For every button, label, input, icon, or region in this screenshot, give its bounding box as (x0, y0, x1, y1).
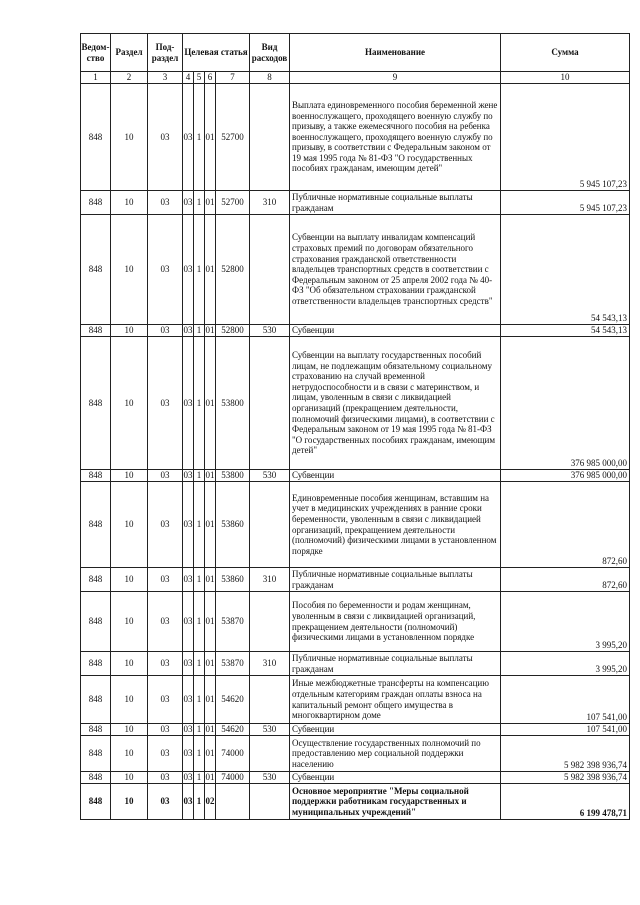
amount: 54 543,13 (501, 215, 630, 325)
subprogram-code: 1 (194, 482, 205, 568)
subsection-code: 03 (148, 215, 183, 325)
header-row (81, 34, 630, 72)
expense-name: Субвенции на выплату инвалидам компенсаций страховых премий по договорам обязательного страхования гражданской ответственности владельцев транспортных средств в соответствии с Федеральным законом от 25 апреля 2002 года № 40-ФЗ "Об обязательном страховании гражданской ответственности владельцев транспортных средств" (290, 215, 501, 325)
table-row (81, 784, 630, 820)
column-number: 5 (194, 72, 205, 84)
expense-name: Субвенции (290, 772, 501, 784)
expense-type-code: 310 (250, 652, 290, 676)
direction-code: 53870 (216, 652, 250, 676)
amount: 376 985 000,00 (501, 337, 630, 470)
subsection-code: 03 (148, 676, 183, 724)
amount: 872,60 (501, 482, 630, 568)
event-code: 01 (205, 470, 215, 480)
expense-type-code (250, 736, 290, 772)
program-code: 03 (183, 784, 194, 820)
subsection-code: 03 (148, 736, 183, 772)
column-number: 4 (183, 72, 194, 84)
direction-code: 74000 (216, 736, 250, 772)
expense-type-code: 530 (250, 724, 290, 736)
event-code: 01 (205, 724, 215, 734)
amount: 3 995,20 (501, 592, 630, 652)
department-code: 848 (81, 724, 111, 736)
subsection-code: 03 (148, 724, 183, 736)
expense-type-code (250, 84, 290, 191)
event-code: 01 (205, 772, 215, 782)
event-code: 01 (205, 337, 216, 470)
section-code: 10 (111, 772, 148, 784)
amount: 376 985 000,00 (501, 470, 630, 482)
table-row (81, 337, 630, 470)
column-number: 1 (81, 72, 111, 84)
direction-code: 52800 (216, 325, 250, 337)
subprogram-code: 1 (194, 592, 205, 652)
program-code: 03 (183, 191, 194, 215)
table-row (81, 470, 630, 482)
expense-name: Иные межбюджетные трансферты на компенсацию отдельным категориям граждан оплаты взноса на капитальный ремонт общего имущества в многоквартирном доме (290, 676, 501, 724)
header-target-article: Целевая статья (183, 34, 250, 72)
budget-table (80, 33, 630, 820)
subprogram-code: 1 (194, 676, 205, 724)
program-code: 03 (183, 482, 194, 568)
expense-type-code (250, 482, 290, 568)
subsection-code: 03 (148, 652, 183, 676)
department-code: 848 (81, 736, 111, 772)
subsection-code: 03 (148, 784, 183, 820)
amount: 3 995,20 (501, 652, 630, 676)
amount: 5 945 107,23 (501, 84, 630, 191)
subsection-code: 03 (148, 568, 183, 592)
event-code: 01 (205, 652, 216, 676)
subsection-code: 03 (148, 337, 183, 470)
subprogram-code: 1 (194, 337, 205, 470)
expense-name: Основное мероприятие "Меры социальной поддержки работникам государственных и муниципальных учреждений" (290, 784, 501, 820)
program-code: 03 (183, 736, 194, 772)
direction-code: 52700 (216, 191, 250, 215)
expense-name: Публичные нормативные социальные выплаты гражданам (290, 652, 501, 676)
table-row (81, 736, 630, 772)
header-subsection: Под-раздел (148, 34, 183, 72)
subprogram-code: 1 (194, 470, 205, 482)
department-code: 848 (81, 568, 111, 592)
expense-name: Единовременные пособия женщинам, вставшим на учет в медицинских учреждениях в ранние сроки беременности, уволенным в связи с ликвидацией организаций, прекращением деятельности (полномочий) физическими лицами в установленном порядке (290, 482, 501, 568)
table-row (81, 724, 630, 736)
department-code: 848 (81, 676, 111, 724)
expense-type-code (250, 676, 290, 724)
section-code: 10 (111, 724, 148, 736)
header-amount: Сумма (501, 34, 630, 72)
section-code: 10 (111, 84, 148, 191)
direction-code: 53860 (216, 482, 250, 568)
direction-code: 53870 (216, 592, 250, 652)
expense-type-code: 530 (250, 325, 290, 337)
subsection-code: 03 (148, 772, 183, 784)
expense-type-code: 530 (250, 772, 290, 784)
subprogram-code: 1 (194, 191, 205, 215)
subprogram-code: 1 (194, 325, 205, 337)
table-row (81, 215, 630, 325)
event-code: 01 (205, 325, 215, 335)
table-row (81, 652, 630, 676)
department-code: 848 (81, 325, 111, 337)
direction-code: 74000 (216, 772, 250, 784)
subsection-code: 03 (148, 482, 183, 568)
expense-name: Публичные нормативные социальные выплаты гражданам (290, 568, 501, 592)
event-code: 02 (205, 784, 216, 820)
direction-code: 53800 (216, 337, 250, 470)
table-row (81, 482, 630, 568)
table-row (81, 191, 630, 215)
amount: 54 543,13 (501, 325, 630, 337)
program-code: 03 (183, 652, 194, 676)
program-code: 03 (183, 724, 193, 734)
header-section: Раздел (111, 34, 148, 72)
expense-type-code (250, 337, 290, 470)
direction-code: 52700 (216, 84, 250, 191)
amount: 5 982 398 936,74 (501, 736, 630, 772)
subprogram-code: 1 (194, 652, 205, 676)
department-code: 848 (81, 337, 111, 470)
expense-name: Субвенции (290, 470, 501, 482)
section-code: 10 (111, 592, 148, 652)
column-number: 6 (205, 72, 216, 84)
expense-name: Публичные нормативные социальные выплаты гражданам (290, 191, 501, 215)
program-code: 03 (183, 470, 193, 480)
event-code: 01 (205, 84, 216, 191)
subprogram-code: 1 (194, 215, 205, 325)
column-number: 7 (216, 72, 250, 84)
event-code: 01 (205, 482, 216, 568)
direction-code: 53860 (216, 568, 250, 592)
department-code: 848 (81, 84, 111, 191)
section-code: 10 (111, 191, 148, 215)
expense-type-code: 530 (250, 470, 290, 482)
department-code: 848 (81, 215, 111, 325)
section-code: 10 (111, 215, 148, 325)
expense-name: Осуществление государственных полномочий по предоставлению мер социальной поддержки населению (290, 736, 501, 772)
expense-name: Пособия по беременности и родам женщинам, уволенным в связи с ликвидацией организаций, прекращением деятельности (полномочий) физическими лицами в установленном порядке (290, 592, 501, 652)
program-code: 03 (183, 84, 194, 191)
table-row (81, 676, 630, 724)
section-code: 10 (111, 736, 148, 772)
subprogram-code: 1 (194, 724, 205, 736)
direction-code: 54620 (216, 724, 250, 736)
amount: 107 541,00 (501, 676, 630, 724)
expense-name: Субвенции (290, 724, 501, 736)
subprogram-code: 1 (194, 736, 205, 772)
program-code: 03 (183, 592, 194, 652)
amount: 872,60 (501, 568, 630, 592)
event-code: 01 (205, 592, 216, 652)
section-code: 10 (111, 676, 148, 724)
expense-name: Выплата единовременного пособия беременной жене военнослужащего, проходящего военную службу по призыву, а также ежемесячного пособия на ребенка военнослужащего, проходящего военную службу по призыву, в соответствии с Федеральным законом от 19 мая 1995 года № 81-ФЗ "О государственных пособиях гражданам, имеющим детей" (290, 84, 501, 191)
direction-code: 52800 (216, 215, 250, 325)
program-code: 03 (183, 772, 193, 782)
department-code: 848 (81, 470, 111, 482)
section-code: 10 (111, 337, 148, 470)
subsection-code: 03 (148, 470, 183, 482)
expense-name: Субвенции на выплату государственных пособий лицам, не подлежащим обязательному социальному страхованию на случай временной нетрудоспособности и в связи с материнством, и лицам, уволенным в связи с ликвидацией организаций (прекращением деятельности, полномочий физическими лицами), в соответствии с Федеральным законом от 19 мая 1995 года № 81-ФЗ "О государственных пособиях гражданам, имеющим детей" (290, 337, 501, 470)
direction-code: 53800 (216, 470, 250, 482)
event-code: 01 (205, 215, 216, 325)
program-code: 03 (183, 337, 194, 470)
section-code: 10 (111, 482, 148, 568)
department-code: 848 (81, 191, 111, 215)
department-code: 848 (81, 482, 111, 568)
header-name: Наименование (290, 34, 501, 72)
expense-type-code: 310 (250, 191, 290, 215)
header-department: Ведом-ство (81, 34, 111, 72)
column-number: 9 (290, 72, 501, 84)
subprogram-code: 1 (194, 568, 205, 592)
subsection-code: 03 (148, 592, 183, 652)
amount: 6 199 478,71 (501, 784, 630, 820)
program-code: 03 (183, 325, 193, 335)
direction-code: 54620 (216, 676, 250, 724)
column-number: 8 (250, 72, 290, 84)
expense-type-code (250, 784, 290, 820)
program-code: 03 (183, 215, 194, 325)
department-code: 848 (81, 784, 111, 820)
department-code: 848 (81, 592, 111, 652)
program-code: 03 (183, 568, 194, 592)
section-code: 10 (111, 470, 148, 482)
table-row (81, 772, 630, 784)
event-code: 01 (205, 676, 216, 724)
section-code: 10 (111, 784, 148, 820)
subprogram-code: 1 (194, 784, 205, 820)
amount: 107 541,00 (501, 724, 630, 736)
expense-type-code: 310 (250, 568, 290, 592)
amount: 5 982 398 936,74 (501, 772, 630, 784)
expense-type-code (250, 592, 290, 652)
column-number: 2 (111, 72, 148, 84)
section-code: 10 (111, 652, 148, 676)
column-number: 10 (501, 72, 630, 84)
table-row (81, 592, 630, 652)
section-code: 10 (111, 568, 148, 592)
subsection-code: 03 (148, 191, 183, 215)
subsection-code: 03 (148, 325, 183, 337)
table-row (81, 84, 630, 191)
column-number: 3 (148, 72, 183, 84)
column-number-row (81, 72, 630, 84)
direction-code (216, 784, 250, 820)
header-expense-type: Вид расходов (250, 34, 290, 72)
section-code: 10 (111, 325, 148, 337)
event-code: 01 (205, 568, 216, 592)
department-code: 848 (81, 772, 111, 784)
table-body (81, 84, 630, 820)
event-code: 01 (205, 736, 216, 772)
subprogram-code: 1 (194, 772, 205, 784)
subsection-code: 03 (148, 84, 183, 191)
program-code: 03 (183, 676, 194, 724)
event-code: 01 (205, 191, 216, 215)
department-code: 848 (81, 652, 111, 676)
expense-name: Субвенции (290, 325, 501, 337)
table-row (81, 325, 630, 337)
subprogram-code: 1 (194, 84, 205, 191)
amount: 5 945 107,23 (501, 191, 630, 215)
table-row (81, 568, 630, 592)
expense-type-code (250, 215, 290, 325)
